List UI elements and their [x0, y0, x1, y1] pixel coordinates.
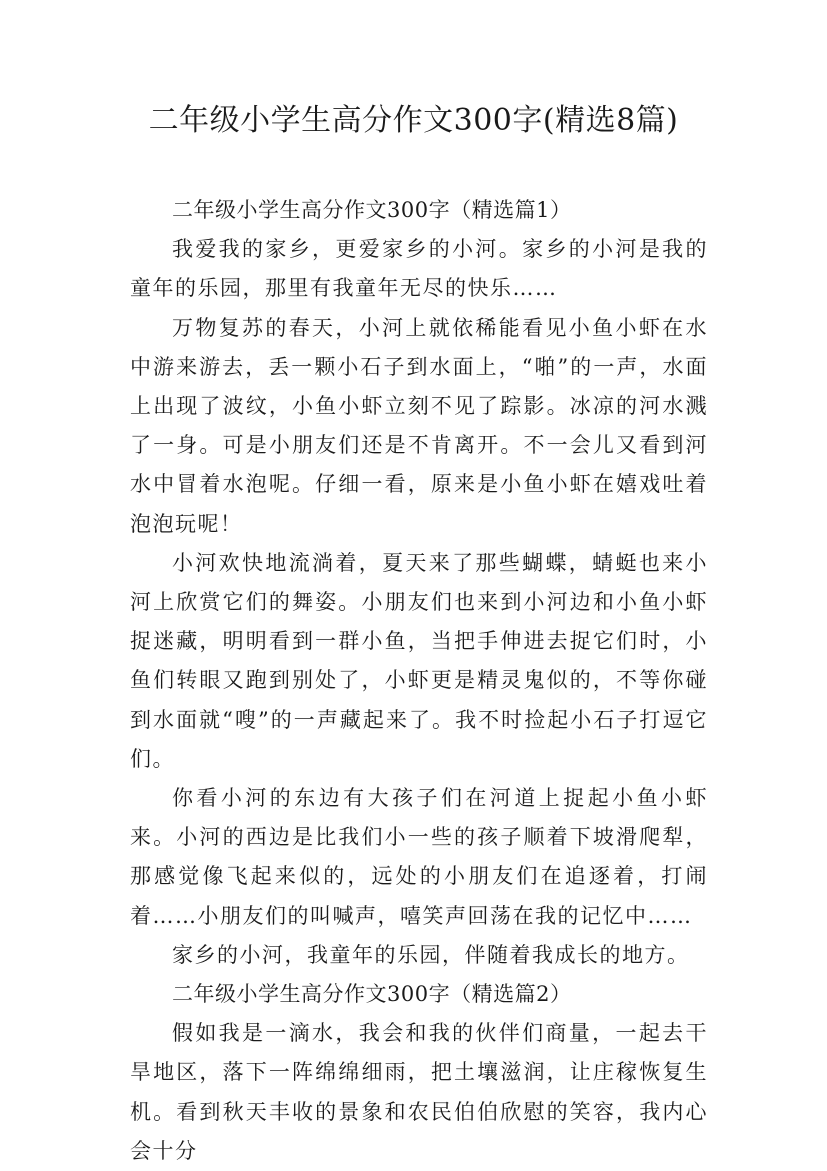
section-heading-2: 二年级小学生高分作文300字（精选篇2） [172, 982, 572, 1007]
body-paragraph: 你看小河的东边有大孩子们在河道上捉起小鱼小虾来。小河的西边是比我们小一些的孩子顺着下坡滑爬犁，那感觉像飞起来似的，远处的小朋友们在追逐着，打闹着……小朋友们的叫喊声，嘻笑声回荡在我的记忆中…… [130, 786, 708, 928]
document-body [130, 191, 708, 1171]
body-paragraph: 家乡的小河，我童年的乐园，伴随着我成长的地方。 [172, 942, 690, 967]
body-paragraph: 小河欢快地流淌着，夏天来了那些蝴蝶，蜻蜓也来小河上欣赏它们的舞姿。小朋友们也来到小河边和小鱼小虾捉迷藏，明明看到一群小鱼，当把手伸进去捉它们时，小鱼们转眼又跑到别处了，小虾更是精灵鬼似的，不等你碰到水面就“嗖”的一声藏起来了。我不时捡起小石子打逗它们。 [130, 550, 708, 771]
document-title: 二年级小学生高分作文300字(精选8篇) [148, 103, 679, 138]
body-paragraph: 我爱我的家乡，更爱家乡的小河。家乡的小河是我的童年的乐园，那里有我童年无尽的快乐…… [130, 237, 708, 301]
body-paragraph: 万物复苏的春天，小河上就依稀能看见小鱼小虾在水中游来游去，丢一颗小石子到水面上，“啪”的一声，水面上出现了波纹，小鱼小虾立刻不见了踪影。冰凉的河水溅了一身。可是小朋友们还是不肯离开。不一会儿又看到河水中冒着水泡呢。仔细一看，原来是小鱼小虾在嬉戏吐着泡泡玩呢！ [130, 315, 708, 536]
section-heading-1: 二年级小学生高分作文300字（精选篇1） [172, 198, 572, 222]
body-paragraph: 假如我是一滴水，我会和我的伙伴们商量，一起去干旱地区，落下一阵绵绵细雨，把土壤滋润，让庄稼恢复生机。看到秋天丰收的景象和农民伯伯欣慰的笑容，我内心会十分 [130, 1021, 708, 1163]
